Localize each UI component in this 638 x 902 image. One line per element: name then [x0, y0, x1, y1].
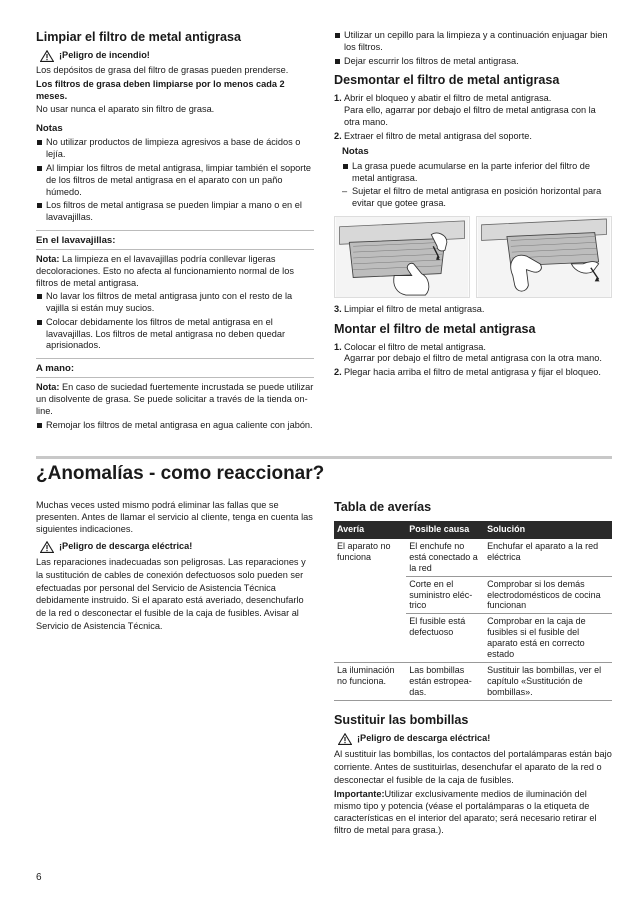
list-item	[334, 93, 612, 128]
step-text: Plegar hacia arriba el filtro de metal antigrasa y fijar el bloqueo.	[344, 367, 601, 378]
step-number: 1.	[334, 93, 342, 104]
fire-warning	[40, 50, 314, 62]
notes-dash-list	[342, 186, 612, 210]
dishwasher-title: En el lavavajillas:	[36, 234, 116, 246]
table-cell: Comprobar si los demás electrodomésticos de cocina funcionan	[484, 576, 612, 614]
list-item: Dejar escurrir los filtros de metal antigrasa.	[334, 56, 612, 68]
notes-list	[342, 161, 612, 185]
table-cell: El aparato no funciona	[337, 540, 391, 562]
clean-interval-text: Los filtros de grasa deben limpiarse por lo menos cada 2 meses.	[36, 78, 285, 101]
by-hand-title: A mano:	[36, 363, 75, 375]
bulb-warning-text: ¡Peligro de descarga eléctrica!	[357, 733, 491, 744]
bulb-important-text	[334, 789, 612, 836]
note-text: En caso de suciedad fuertemente incrustada se puede utilizar un disolvente de grasa. Se puede solicitar a través de la tienda on-line.	[36, 382, 314, 416]
mount-steps	[334, 342, 612, 379]
list-item: No lavar los filtros de metal antigrasa junto con el resto de la vajilla si están muy sucios.	[36, 291, 314, 315]
by-hand-note	[36, 382, 314, 417]
table-header-row	[334, 521, 612, 539]
remove-notes	[342, 146, 612, 209]
table-cell: Corte en el suministro eléc-trico	[406, 576, 484, 614]
important-label: Importante:	[334, 789, 385, 800]
step-text: Colocar el filtro de metal antigrasa.	[344, 341, 486, 352]
table-row	[334, 614, 612, 663]
step-text: Abrir el bloqueo y abatir el filtro de metal antigrasa.	[344, 93, 552, 104]
list-item: Al limpiar los filtros de metal antigrasa, limpiar también el soporte de los filtros de metal antigrasa en el aparato con un paño húmedo.	[36, 163, 314, 198]
divider	[36, 230, 314, 231]
note-label: Nota:	[36, 254, 60, 265]
dishwasher-note	[36, 254, 314, 289]
step-text: Extraer el filtro de metal antigrasa del soporte.	[344, 130, 532, 141]
remove-filter-heading: Desmontar el filtro de metal antigrasa	[334, 73, 560, 88]
page-number: 6	[36, 872, 42, 883]
list-item: Remojar los filtros de metal antigrasa en agua caliente con jabón.	[36, 420, 314, 432]
by-hand-list	[36, 420, 314, 432]
rinse-list	[334, 30, 612, 67]
no-filter-text: No usar nunca el aparato sin filtro de grasa.	[36, 104, 215, 115]
list-item: La grasa puede acumularse en la parte inferior del filtro de metal antigrasa.	[342, 161, 612, 185]
filter-removal-illustration-1	[334, 216, 470, 298]
list-item	[334, 131, 612, 143]
left-column-bottom	[36, 500, 314, 634]
step-number: 2.	[334, 130, 342, 141]
bulb-shock-warning	[338, 733, 612, 745]
list-item: No utilizar productos de limpieza agresivos a base de ácidos o lejía.	[36, 137, 314, 161]
step-text: Limpiar el filtro de metal antigrasa.	[344, 303, 485, 314]
warning-triangle-icon	[40, 50, 54, 62]
table-cell: Sustituir las bombillas, ver el capítulo «Sustitución de bombillas».	[484, 663, 612, 701]
step-number: 3.	[334, 303, 342, 314]
right-column-bottom	[334, 500, 612, 838]
bulb-contact-text: Al sustituir las bombillas, los contactos del portalámparas están bajo corriente. Antes de sustituirlas, desenchufar el aparato de la red o desconectar el fusible de la caja de fusibles.	[334, 749, 612, 785]
list-item	[334, 367, 612, 379]
table-row	[334, 576, 612, 614]
table-cell: Las bombillas están estropea-das.	[406, 663, 484, 701]
note-text: La limpieza en el lavavajillas podría conllevar ligeras decoloraciones. Esto no afecta al funcionamiento normal de los filtros de metal antigrasa.	[36, 254, 294, 288]
column-header: Posible causa	[406, 521, 484, 539]
notes-list	[36, 137, 314, 223]
table-cell: El enchufe no está conectado a la red	[409, 540, 478, 573]
step-subtext: Agarrar por debajo el filtro de metal antigrasa con la otra mano.	[344, 353, 602, 364]
shock-warning	[40, 541, 314, 553]
filter-illustrations	[334, 216, 612, 298]
left-column-top	[36, 30, 314, 436]
fault-table	[334, 521, 612, 701]
table-cell: Enchufar el aparato a la red eléctrica	[487, 540, 599, 562]
divider	[36, 249, 314, 250]
table-row	[334, 663, 612, 701]
filter-removal-illustration-2	[476, 216, 612, 298]
replace-bulbs-heading: Sustituir las bombillas	[334, 713, 469, 728]
important-body: Utilizar exclusivamente medios de iluminación del mismo tipo y potencia (véase el portalámparas o la etiqueta de características en el interior del aparato; será necesario retirar el filtro de metal para grasa.).	[334, 789, 597, 835]
mount-filter-heading: Montar el filtro de metal antigrasa	[334, 321, 536, 336]
step-subtext: Para ello, agarrar por debajo el filtro de metal antigrasa con la otra mano.	[344, 105, 596, 127]
step-number: 2.	[334, 367, 342, 378]
note-label: Nota:	[36, 382, 60, 393]
warning-triangle-icon	[338, 733, 352, 745]
notes-title: Notas	[36, 123, 63, 135]
table-cell: Comprobar en la caja de fusibles si el fusible del aparato está en correcto estado	[484, 614, 612, 663]
clean-filter-heading: Limpiar el filtro de metal antigrasa	[36, 30, 242, 44]
table-cell	[334, 576, 406, 614]
divider	[36, 377, 314, 378]
intro-text: Muchas veces usted mismo podrá eliminar las fallas que se presenten. Antes de llamar el servicio al cliente, tenga en cuenta las siguientes indicaciones.	[36, 500, 313, 534]
table-cell: La iluminación no funciona.	[334, 663, 406, 701]
list-item: Los filtros de metal antigrasa se pueden limpiar a mano o en el lavavajillas.	[36, 200, 314, 224]
fire-warning-text: ¡Peligro de incendio!	[59, 50, 150, 61]
list-item: – Sujetar el filtro de metal antigrasa en posición horizontal para evitar que gotee grasa.	[342, 186, 612, 210]
list-item	[334, 304, 612, 316]
fault-table-heading: Tabla de averías	[334, 500, 432, 514]
clean-step	[334, 304, 612, 316]
remove-steps	[334, 93, 612, 142]
column-header: Solución	[484, 521, 612, 539]
section-title: ¿Anomalías - como reaccionar?	[36, 463, 325, 484]
table-row	[334, 539, 612, 576]
step-number: 1.	[334, 341, 342, 352]
table-cell	[334, 614, 406, 663]
list-item: Colocar debidamente los filtros de metal antigrasa en el lavavajillas. Los filtros de metal antigrasa no deben quedar aprisionados.	[36, 317, 314, 352]
table-cell: El fusible está defectuoso	[406, 614, 484, 663]
shock-warning-text: ¡Peligro de descarga eléctrica!	[59, 541, 193, 552]
warning-triangle-icon	[40, 541, 54, 553]
list-item	[334, 342, 612, 366]
notes-title: Notas	[342, 146, 369, 158]
list-item: Utilizar un cepillo para la limpieza y a continuación enjuagar bien los filtros.	[334, 30, 612, 54]
right-column-top	[334, 30, 612, 383]
dishwasher-list	[36, 291, 314, 352]
section-divider	[36, 456, 612, 459]
divider	[36, 358, 314, 359]
repair-text: Las reparaciones inadecuadas son peligrosas. Las reparaciones y la sustitución de cables de conexión defectuosos solo pueden ser efectuadas por personal del Servicio de Asistencia Técnica debidamente instruido. Si el aparato está averiado, desenchufarlo de la red o desconectar el fusible de la caja de fusibles. Avisar al Servicio de Asistencia Técnica.	[36, 557, 306, 631]
grease-deposit-text: Los depósitos de grasa del filtro de grasas pueden prenderse.	[36, 65, 289, 76]
column-header: Avería	[334, 521, 406, 539]
